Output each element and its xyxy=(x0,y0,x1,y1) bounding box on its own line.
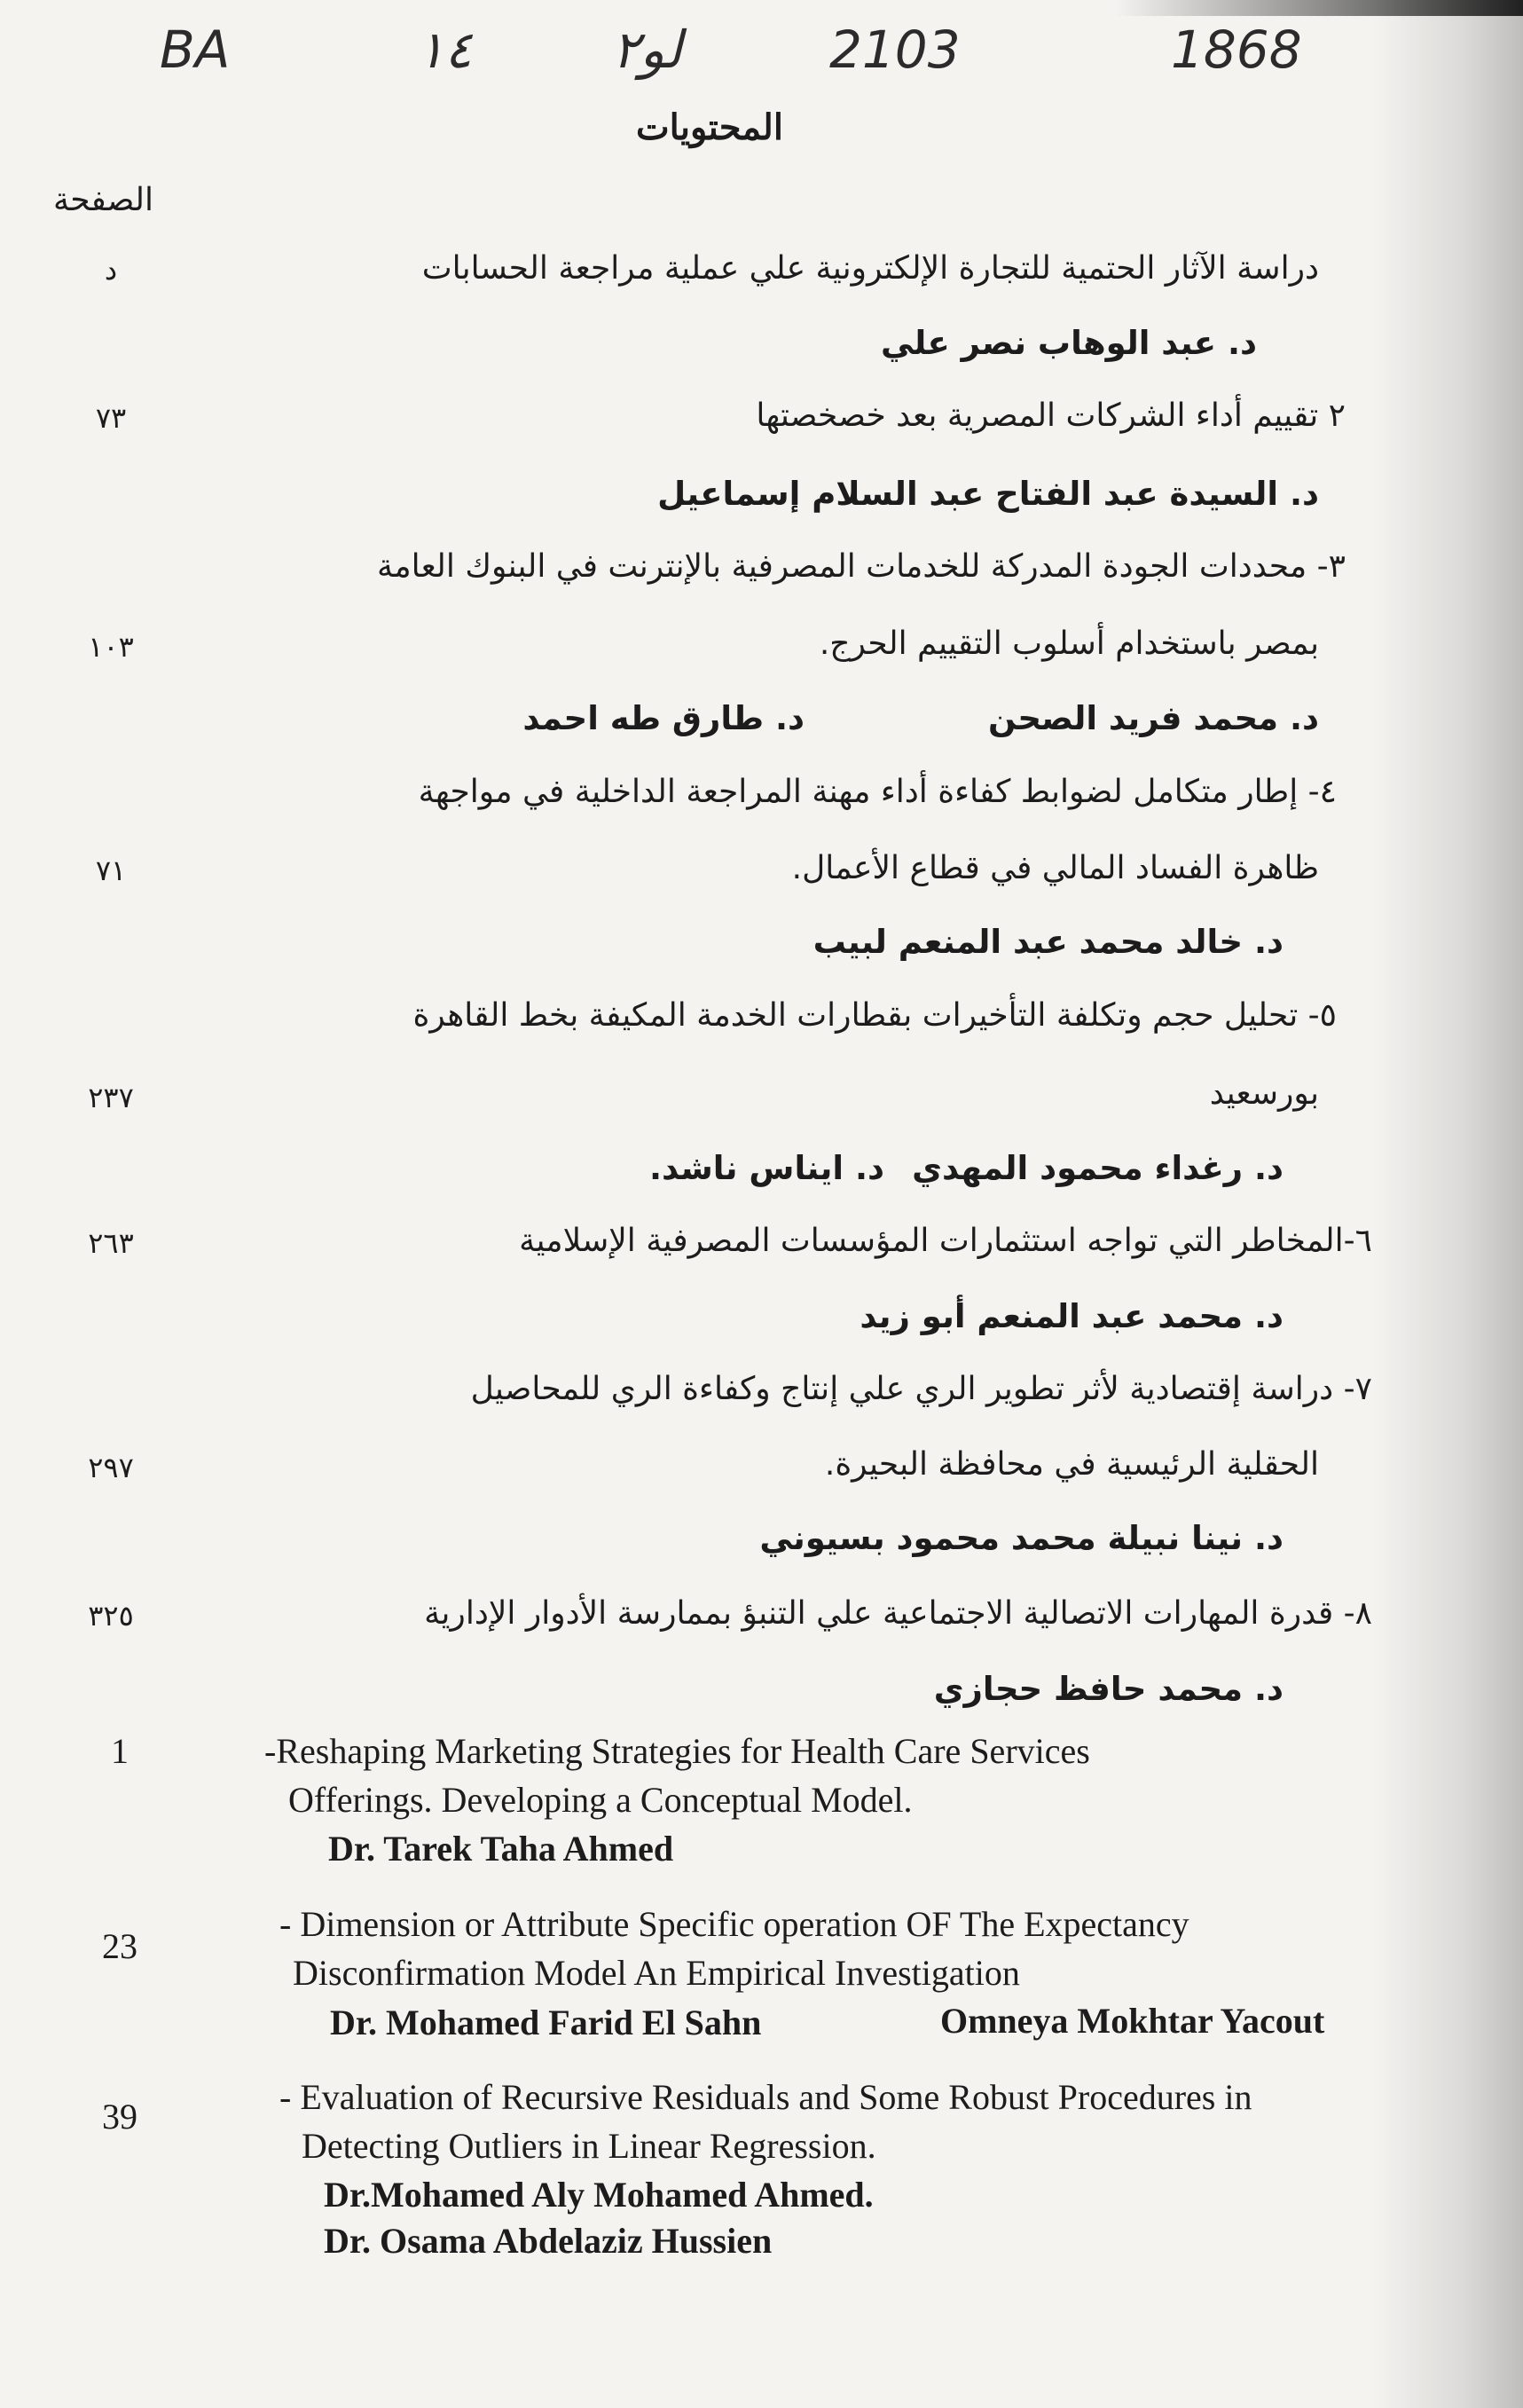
entry-page: ٢٦٣ xyxy=(88,1226,134,1260)
entry-author: د. محمد فريد الصحن xyxy=(988,699,1319,737)
entry-author: د. نينا نبيلة محمد محمود بسيوني xyxy=(759,1519,1284,1557)
entry-title: -Reshaping Marketing Strategies for Health Care Services xyxy=(264,1731,1090,1771)
entry-title: الحقلية الرئيسية في محافظة البحيرة. xyxy=(824,1446,1319,1483)
entry-title: دراسة الآثار الحتمية للتجارة الإلكترونية علي عملية مراجعة الحسابات xyxy=(421,250,1319,287)
handwritten-note: ١٤ xyxy=(417,20,473,80)
handwritten-note: BA xyxy=(160,20,231,80)
entry-title: ٢ تقييم أداء الشركات المصرية بعد خصخصتها xyxy=(756,397,1346,434)
entry-title: ٨- قدرة المهارات الاتصالية الاجتماعية علي التنبؤ بممارسة الأدوار الإدارية xyxy=(424,1595,1372,1632)
entry-page: ٢٣٧ xyxy=(88,1081,134,1114)
entry-author: Omneya Mokhtar Yacout xyxy=(940,2001,1325,2041)
entry-title: Detecting Outliers in Linear Regression. xyxy=(302,2126,876,2166)
entry-author: Dr. Tarek Taha Ahmed xyxy=(328,1829,674,1869)
entry-page: ٢٩٧ xyxy=(88,1451,134,1484)
entry-title: ٤- إطار متكامل لضوابط كفاءة أداء مهنة المراجعة الداخلية في مواجهة xyxy=(418,774,1337,810)
entry-page: 1 xyxy=(111,1731,129,1771)
page-column-header: الصفحة xyxy=(53,182,153,218)
entry-title: بورسعيد xyxy=(1209,1075,1319,1112)
handwritten-note: 2103 xyxy=(829,20,961,80)
entry-title: بمصر باستخدام أسلوب التقييم الحرج. xyxy=(819,626,1319,662)
entry-author: د. عبد الوهاب نصر علي xyxy=(880,324,1257,362)
entry-page: د xyxy=(104,253,118,287)
entry-title: Disconfirmation Model An Empirical Investigation xyxy=(293,1953,1020,1993)
page-title: المحتويات xyxy=(636,106,783,148)
handwritten-note: 1868 xyxy=(1171,20,1302,80)
entry-page: ٣٢٥ xyxy=(88,1599,134,1633)
entry-author: د. طارق طه احمد xyxy=(522,699,805,737)
binding-shadow xyxy=(1372,0,1523,2408)
entry-page: 23 xyxy=(102,1926,137,1966)
entry-title: ظاهرة الفساد المالي في قطاع الأعمال. xyxy=(791,850,1319,886)
entry-page: 39 xyxy=(102,2097,137,2137)
entry-author: د. محمد عبد المنعم أبو زيد xyxy=(860,1297,1284,1335)
entry-author: Dr. Osama Abdelaziz Hussien xyxy=(324,2221,773,2261)
entry-title: Offerings. Developing a Conceptual Model. xyxy=(288,1780,913,1820)
entry-title: - Evaluation of Recursive Residuals and Some Robust Procedures in xyxy=(279,2077,1252,2117)
entry-page: ٧١ xyxy=(95,854,127,887)
handwritten-note: لو٢ xyxy=(612,20,682,80)
entry-title: ٦-المخاطر التي تواجه استثمارات المؤسسات المصرفية الإسلامية xyxy=(519,1223,1372,1259)
entry-title: ٥- تحليل حجم وتكلفة التأخيرات بقطارات الخدمة المكيفة بخط القاهرة xyxy=(412,997,1337,1034)
entry-title: - Dimension or Attribute Specific operation OF The Expectancy xyxy=(279,1904,1189,1944)
entry-author: د. خالد محمد عبد المنعم لبيب xyxy=(813,923,1284,961)
entry-title: ٧- دراسة إقتصادية لأثر تطوير الري علي إنتاج وكفاءة الري للمحاصيل xyxy=(470,1371,1372,1407)
entry-title: ٣- محددات الجودة المدركة للخدمات المصرفية بالإنترنت في البنوك العامة xyxy=(377,548,1346,585)
entry-author: Dr. Mohamed Farid El Sahn xyxy=(330,2003,762,2042)
entry-page: ٧٣ xyxy=(95,401,127,435)
entry-author: د. ايناس ناشد. xyxy=(648,1149,884,1187)
entry-author: Dr.Mohamed Aly Mohamed Ahmed. xyxy=(324,2175,874,2215)
entry-author: د. محمد حافظ حجازي xyxy=(933,1670,1284,1708)
entry-author: د. رغداء محمود المهدي xyxy=(912,1149,1284,1187)
entry-author: د. السيدة عبد الفتاح عبد السلام إسماعيل xyxy=(657,475,1319,513)
entry-page: ١٠٣ xyxy=(88,630,134,664)
